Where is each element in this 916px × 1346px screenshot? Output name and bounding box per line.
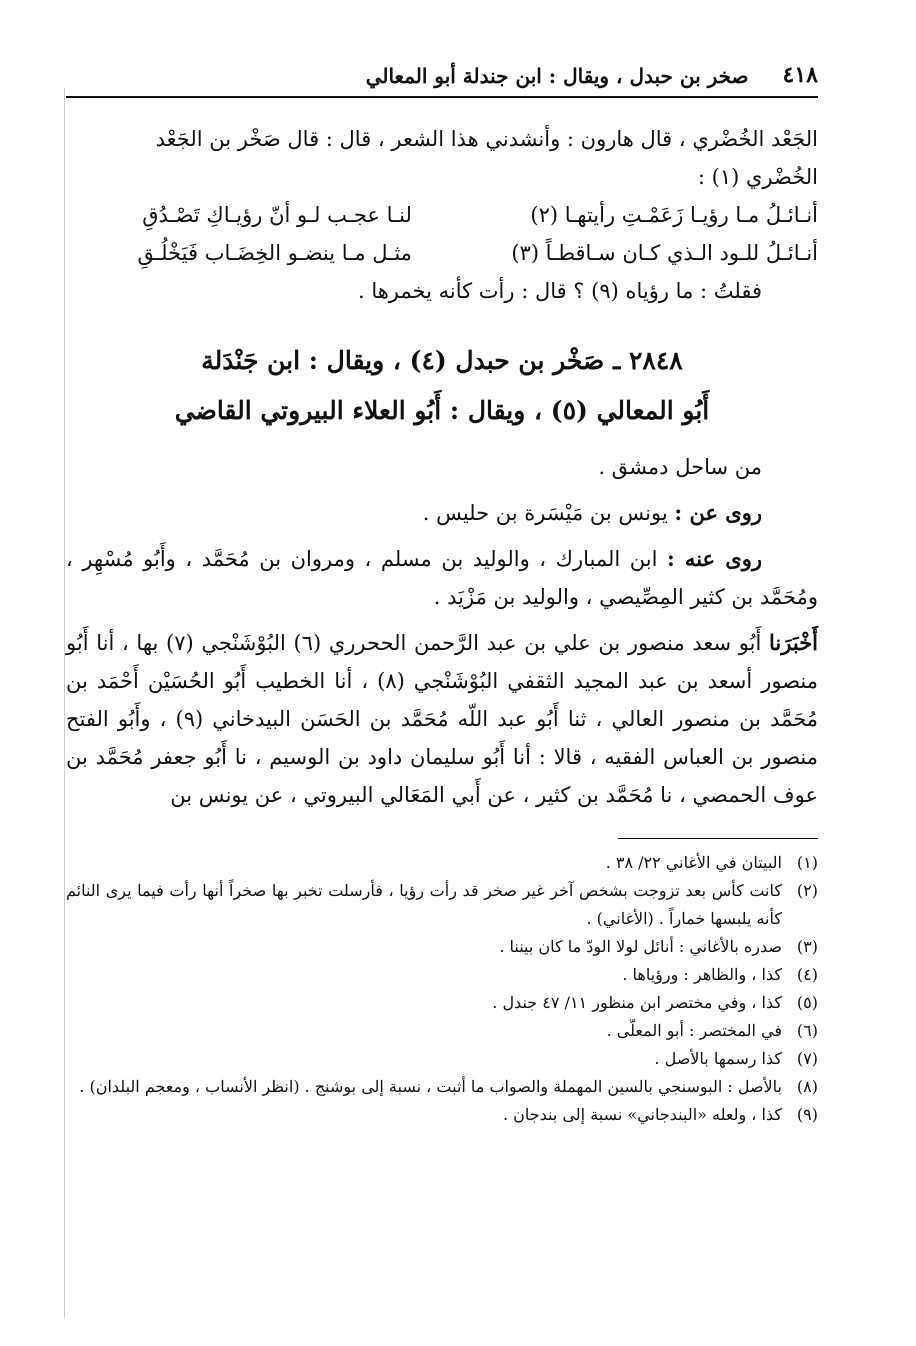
origin-line: من ساحل دمشق .	[598, 455, 762, 479]
footnote-number: (٦)	[796, 1021, 818, 1040]
narrators-from-him	[66, 540, 818, 616]
narrators-keyword: روى عنه :	[666, 546, 762, 571]
running-title: صخر بن حبدل ، ويقال : ابن جندلة أبو المعالي	[365, 64, 749, 88]
main-text	[66, 120, 818, 814]
book-page	[66, 58, 818, 1129]
footnote-number: (٥)	[796, 993, 818, 1012]
footnote-text: كانت كأس بعد تزوجت بشخص آخر غير صخر قد رأت رؤيا ، فأرسلت تخبر بها صخراً أنها رأت فيما يرى النائم كأنه يلبسها خماراً . (الأغاني) .	[66, 881, 782, 928]
page-edge-line	[64, 88, 65, 1318]
isnad-text: أَبُو سعد منصور بن علي بن عبد الرَّحمن الححرري (٦) البُوْشَنْجي (٧) بها ، أنا أَبُو منصور أسعد بن عبد المجيد الثقفي البُوْشَنْجي (٨) ، أنا الخطيب أَبُو الحُسَيْن أَحْمَد بن مُحَمَّد بن منصور العالي ، ثنا أَبُو عبد اللّه مُحَمَّد بن الحَسَن البيدخاني (٩) ، وأَبُو الفتح منصور بن العباس الفقيه ، قالا : أنا أَبُو سليمان داود بن الوسيم ، نا أَبُو جعفر مُحَمَّد بن عوف الحمصي ، نا مُحَمَّد بن كثير ، عن أَبي المَعَالي البيروتي ، عن يونس بن	[66, 631, 819, 807]
footnote-text: كذا ، ولعله «البندجاني» نسبة إلى بندجان .	[503, 1105, 782, 1124]
footnote	[66, 877, 818, 933]
footnote	[66, 1073, 818, 1101]
footnote-text: كذا ، والظاهر : ورؤياها .	[622, 965, 782, 984]
footnote	[66, 1017, 818, 1045]
page-number: ٤١٨	[782, 62, 818, 88]
footnote	[66, 1045, 818, 1073]
footnote	[66, 961, 818, 989]
footnote	[66, 989, 818, 1017]
footnote-number: (٩)	[796, 1105, 818, 1124]
narrated-from	[66, 494, 818, 532]
footnote-text: صدره بالأغاني : أنائل لولا الودّ ما كان بيننا .	[499, 937, 782, 956]
intro-line-1: الجَعْد الخُضْري ، قال هارون : وأنشدني هذا الشعر ، قال : قال صَخْر بن الجَعْد	[155, 127, 818, 151]
poem	[66, 196, 818, 272]
entry-heading-line-2: أَبُو المعالي (٥) ، ويقال : أَبُو العلاء البيروتي القاضي	[174, 396, 710, 425]
footnote-text: البيتان في الأغاني ٢٢/ ٣٨ .	[605, 853, 782, 872]
isnad-keyword: أَخْبَرَنا	[769, 630, 819, 655]
footnote-number: (٨)	[796, 1077, 818, 1096]
narrated-from-text: يونس بن مَيْسَرة بن حليس .	[422, 501, 668, 525]
poem-verse	[66, 196, 818, 234]
footnotes	[66, 849, 818, 1129]
footnote	[66, 933, 818, 961]
footnote-separator	[618, 838, 818, 839]
narrated-from-keyword: روى عن :	[674, 500, 762, 525]
intro-line-2: الخُضْري (١) :	[697, 165, 818, 189]
footnote-number: (١)	[796, 853, 818, 872]
isnad-paragraph	[66, 624, 818, 814]
poem-hemistich-left: لنـا عجـب لـو أنّ رؤيـاكِ تَصْـدُقِ	[142, 203, 412, 227]
footnote	[66, 1101, 818, 1129]
footnote-text: كذا رسمها بالأصل .	[654, 1049, 782, 1068]
poem-hemistich-right: أنـائـلُ مـا رؤيـا زَعَمْـتِ رأيتهـا (٢)	[530, 203, 818, 227]
entry-heading	[66, 336, 818, 436]
footnote-text: في المختصر : أبو المعلّى .	[606, 1021, 782, 1040]
page-header	[66, 58, 818, 98]
narrators-text: ابن المبارك ، والوليد بن مسلم ، ومروان بن مُحَمَّد ، وأَبُو مُسْهِر ، ومُحَمَّد بن كثير المِصِّيصي ، والوليد بن مَزْيَد .	[66, 547, 818, 609]
footnote-number: (٧)	[796, 1049, 818, 1068]
poem-hemistich-right: أنـائـلُ للـود الـذي كـان سـاقطـاً (٣)	[511, 241, 818, 265]
footnote-text: كذا ، وفي مختصر ابن منظور ١١/ ٤٧ جندل .	[492, 993, 782, 1012]
footnote-number: (٤)	[796, 965, 818, 984]
footnote-number: (٢)	[796, 881, 818, 900]
after-poem-line: فقلتُ : ما رؤياه (٩) ؟ قال : رأت كأنه يخمرها .	[357, 279, 762, 303]
entry-heading-line-1: ٢٨٤٨ ـ صَخْر بن حبدل (٤) ، ويقال : ابن جَنْدَلة	[201, 346, 683, 375]
poem-hemistich-left: مثـل مـا ينضـو الخِضَـاب فَيَخْلُـقِ	[137, 241, 412, 265]
poem-verse	[66, 234, 818, 272]
footnote	[66, 849, 818, 877]
footnote-text: بالأصل : البوسنجي بالسين المهملة والصواب ما أثبت ، نسبة إلى بوشنج . (انظر الأنساب ، ومعجم البلدان) .	[79, 1077, 782, 1096]
footnote-number: (٣)	[796, 937, 818, 956]
